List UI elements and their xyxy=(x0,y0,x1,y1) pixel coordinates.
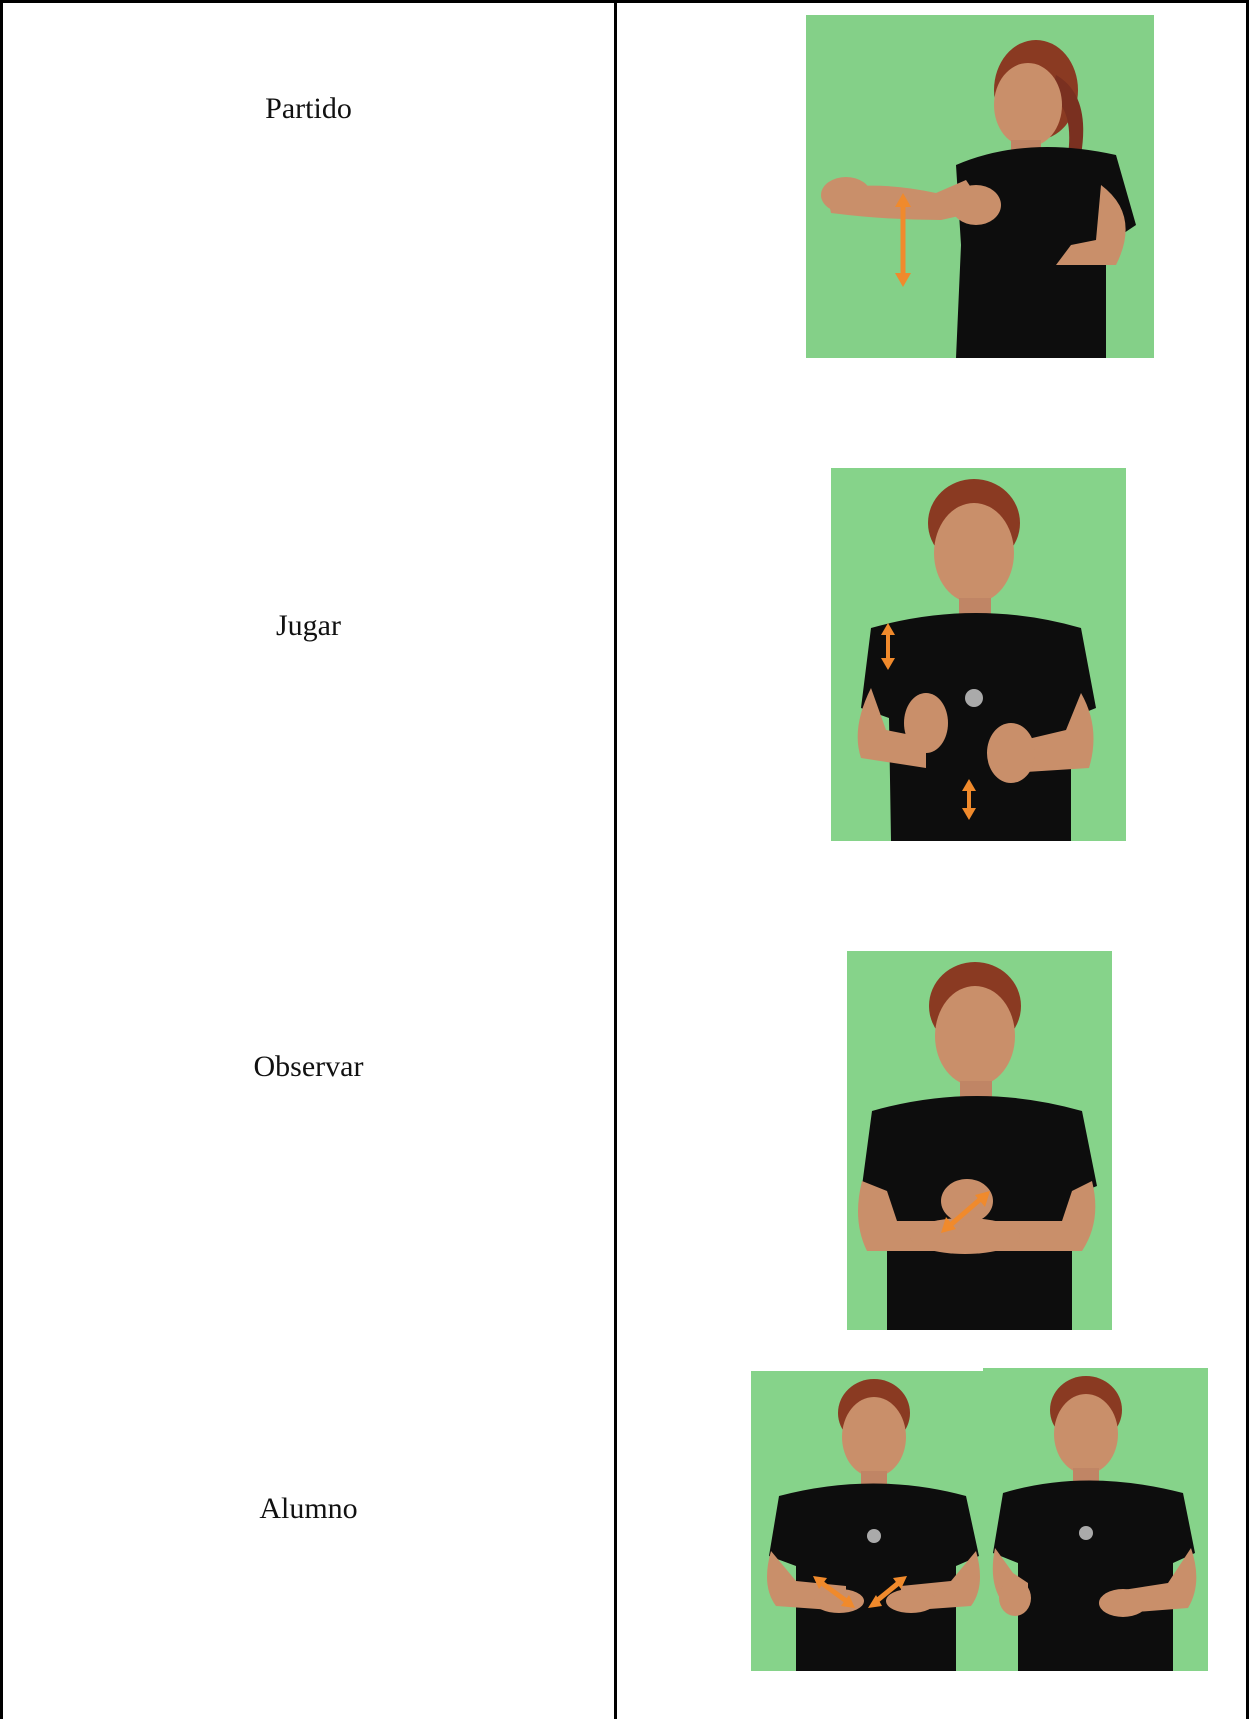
sign-photo-partido xyxy=(806,15,1154,358)
sign-photo-jugar xyxy=(831,468,1126,841)
sign-photo-observar xyxy=(847,951,1112,1330)
word-label-alumno: Alumno xyxy=(259,1492,358,1525)
word-label-partido: Partido xyxy=(265,92,352,125)
sign-photo-alumno-1 xyxy=(751,1371,984,1671)
word-label-observar: Observar xyxy=(253,1050,364,1083)
column-divider xyxy=(614,0,617,1719)
word-label-jugar: Jugar xyxy=(276,609,341,642)
sign-photo-alumno-2 xyxy=(983,1368,1208,1671)
